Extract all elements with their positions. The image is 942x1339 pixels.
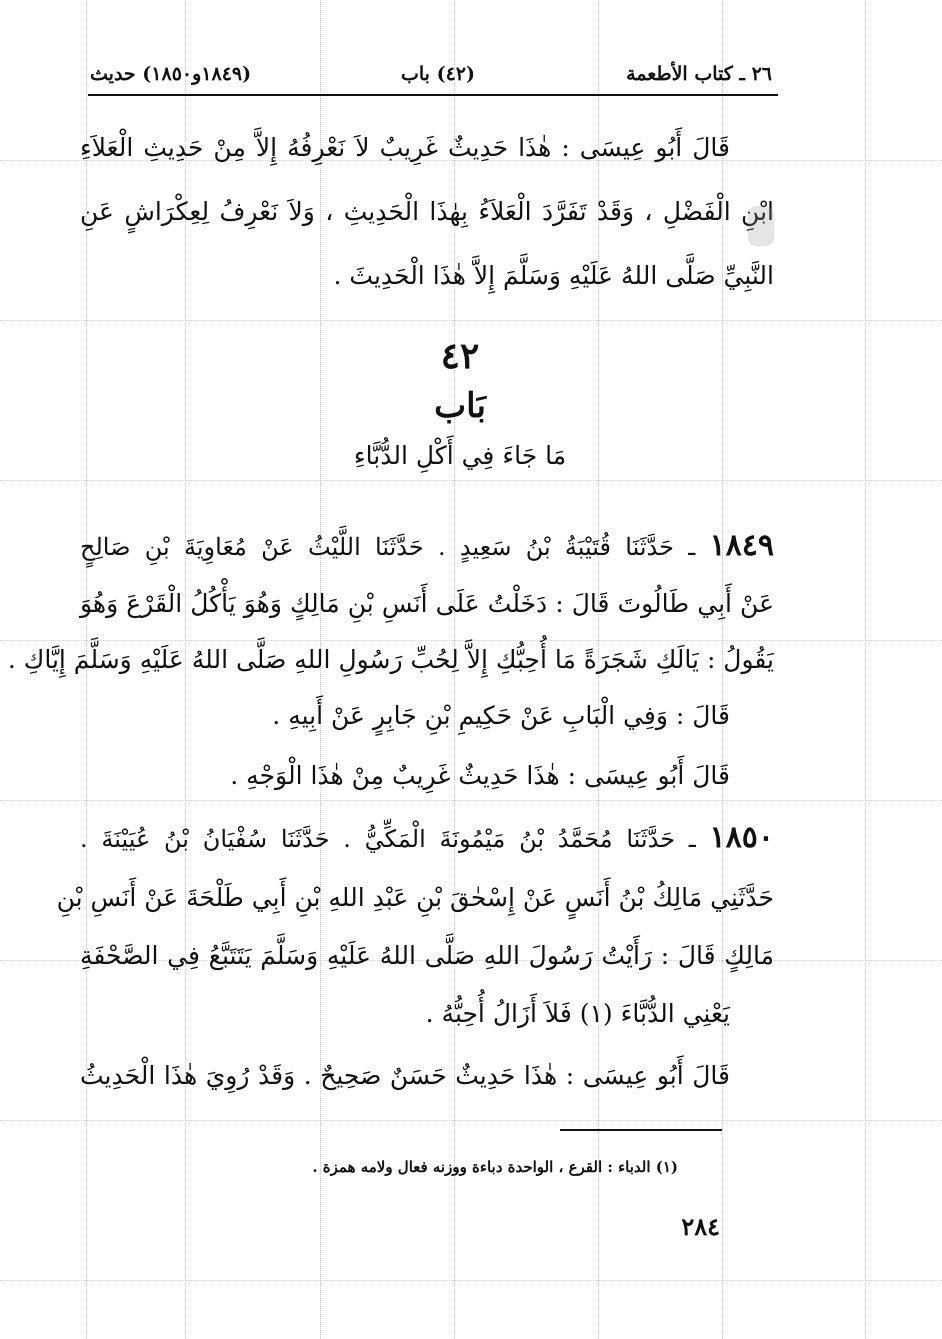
hadith-text: ـ حَدَّثَنَا قُتَيْبَةُ بْنُ سَعِيدٍ . حَدَّثَنَا اللَّيْثُ عَنْ مُعَاوِيَةَ بْنِ صَالِحٍ	[80, 533, 696, 561]
page-number: ٢٨٤	[681, 1212, 720, 1241]
text-line: حَدَّثَنِي مَالِكُ بْنُ أَنَسٍ عَنْ إِسْحٰقَ بْنِ عَبْدِ اللهِ بْنِ أَبِي طَلْحَةَ عَنْ أَنَسِ بْنِ	[56, 883, 774, 912]
header-hadith-range: (١٨٤٩و١٨٥٠) حديث	[90, 63, 252, 85]
text-line: مَالِكٍ قَالَ : رَأَيْتُ رَسُولَ اللهِ صَلَّى اللهُ عَلَيْهِ وَسَلَّمَ يَتَتَبَّعُ فِي الصَّحْفَةِ	[80, 941, 774, 970]
header-book-title: ٢٦ ـ كتاب الأطعمة	[626, 63, 772, 85]
scan-smudge	[748, 206, 774, 246]
hadith-number: ١٨٥٠	[709, 820, 774, 855]
chapter-subtitle: مَا جَاءَ فِي أَكْلِ الدُّبَّاءِ	[353, 441, 567, 470]
hadith-text: ـ حَدَّثَنَا مُحَمَّدُ بْنُ مَيْمُونَةَ الْمَكِّيُّ . حَدَّثَنَا سُفْيَانُ بْنُ عُيَيْنَةَ .	[80, 825, 696, 853]
hadith-first-line	[80, 526, 774, 566]
text-line: يَقُولُ : يَالَكِ شَجَرَةً مَا أُحِبُّكِ إِلاَّ لِحُبِّ رَسُولِ اللهِ صَلَّى اللهُ عَلَيْهِ وَسَلَّمَ إِيَّاكِ .	[7, 645, 774, 674]
scan-grid-line	[865, 0, 866, 1339]
scan-grid-line	[0, 800, 942, 801]
text-line: قَالَ أَبُو عِيسَى : هٰذَا حَدِيثٌ حَسَنٌ صَحِيحٌ . وَقَدْ رُوِيَ هٰذَا الْحَدِيثُ	[80, 1061, 730, 1090]
header-chapter: (٤٢) باب	[401, 63, 475, 85]
chapter-title: بَاب	[434, 386, 486, 426]
text-line: ابْنِ الْفَضْلِ ، وَقَدْ تَفَرَّدَ الْعَلاَءُ بِهٰذَا الْحَدِيثِ ، وَلاَ نَعْرِفُ لِعِكْرَاشٍ عَنِ	[80, 197, 774, 226]
text-line: النَّبِيِّ صَلَّى اللهُ عَلَيْهِ وَسَلَّمَ إِلاَّ هٰذَا الْحَدِيثَ .	[333, 261, 774, 290]
hadith-number: ١٨٤٩	[709, 528, 774, 563]
footnote-rule	[560, 1129, 722, 1131]
footnote: (١) الدباء : القرع ، الواحدة دباءة ووزنه فعال ولامه همزة .	[312, 1158, 678, 1176]
text-line: عَنْ أَبِي طَالُوتَ قَالَ : دَخَلْتُ عَلَى أَنَسِ بْنِ مَالِكٍ وَهُوَ يَأْكُلُ الْقَرْعَ وَهُوَ	[80, 589, 774, 618]
header-rule	[88, 94, 778, 96]
scan-grid-line	[0, 480, 942, 481]
scan-grid-line	[0, 1280, 942, 1281]
text-line: يَعْنِي الدُّبَّاءَ (١) فَلاَ أَزَالُ أُحِبُّهُ .	[425, 999, 730, 1028]
text-line: قَالَ أَبُو عِيسَى : هٰذَا حَدِيثٌ غَرِيبٌ مِنْ هٰذَا الْوَجْهِ .	[230, 761, 730, 790]
scan-grid-line	[0, 320, 942, 321]
text-line: قَالَ أَبُو عِيسَى : هٰذَا حَدِيثٌ غَرِيبٌ لاَ نَعْرِفُهُ إِلاَّ مِنْ حَدِيثِ الْعَلاَءِ	[80, 133, 730, 162]
scan-grid-line	[0, 1120, 942, 1121]
chapter-number: ٤٢	[440, 335, 480, 377]
hadith-first-line	[80, 818, 774, 858]
text-line: قَالَ : وَفِي الْبَابِ عَنْ حَكِيمِ بْنِ جَابِرٍ عَنْ أَبِيهِ .	[272, 701, 730, 730]
